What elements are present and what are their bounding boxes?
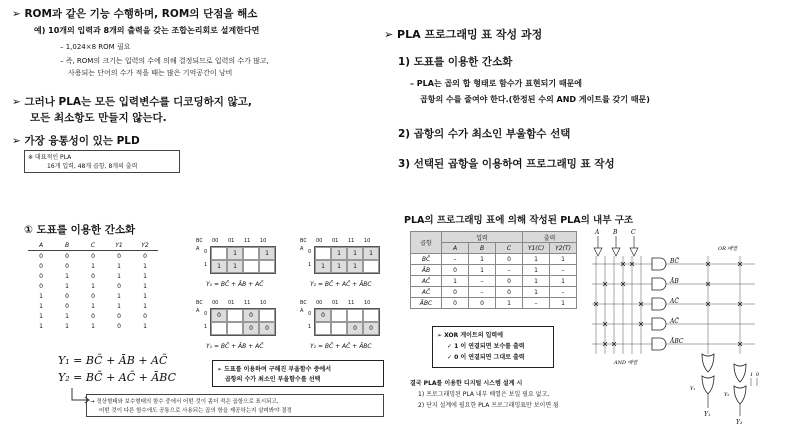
kmap-cell: 0	[315, 309, 331, 322]
karnaugh-map	[300, 300, 392, 358]
truth-cell: 0	[91, 312, 95, 320]
truth-header: C	[80, 240, 106, 251]
truth-cell: 1	[117, 292, 121, 300]
or-gate-icon	[734, 364, 746, 382]
kmap-cell: 0	[211, 309, 227, 322]
truth-cell: 0	[39, 272, 43, 280]
xor-line-1: ➢ XOR 게이트의 입력에	[437, 332, 503, 339]
section-kmap-simplification: ① 도표를 이용한 간소화	[24, 224, 136, 236]
pla-row	[411, 265, 577, 276]
truth-cell: 0	[65, 302, 69, 310]
input-buffer-icon	[630, 248, 638, 256]
kmap-corner: BC	[196, 300, 203, 306]
xor-input-label: Y₂	[724, 392, 730, 398]
kmap-cell: 0	[259, 322, 275, 335]
xor-gate-icon	[734, 386, 746, 404]
kmap-col-label: 11	[244, 238, 251, 244]
truth-cell: 1	[91, 262, 95, 270]
bullet-pla-minterm: 모든 최소항도 만들지 않는다.	[30, 112, 167, 124]
product-term-label: AC̄	[670, 318, 679, 325]
equation-y2: Y₂ = BC̄ + AC̄ + ĀBC	[58, 371, 177, 384]
pla-row	[411, 254, 577, 265]
step-3: 3) 선택된 곱항을 이용하여 프로그래밍 표 작성	[398, 158, 615, 170]
pla-cell: 1	[523, 265, 550, 276]
truth-row	[28, 271, 158, 281]
pla-cell: 1	[469, 254, 496, 265]
and-gate-icon	[652, 338, 666, 350]
pla-cell: 1	[523, 254, 550, 265]
truth-row	[28, 251, 158, 262]
kmap-col-label: 01	[332, 300, 339, 306]
truth-cell: 1	[91, 282, 95, 290]
truth-header: Y2	[132, 240, 158, 251]
truth-cell: 1	[117, 302, 121, 310]
example-text: 예) 10개의 입력과 8개의 출력을 갖는 조합논리회로 설계한다면	[34, 26, 260, 35]
equation-y1: Y₁ = BC̄ + ĀB + AC̄	[58, 354, 168, 367]
pla-box-title: ※ 대표적인 PLA	[28, 154, 72, 161]
truth-cell: 0	[65, 252, 69, 260]
kmap-row-label: 0	[308, 249, 312, 255]
pla-head-term: 곱항	[411, 232, 442, 254]
kmap-row-label: 0	[204, 311, 208, 317]
kmap-row-label: 1	[308, 324, 312, 330]
pla-cell: 0	[496, 287, 523, 298]
kmap-col-label: 10	[364, 238, 371, 244]
pla-cell: AC̄	[411, 276, 442, 287]
note-line-1: → 정상형태와 보수형태의 함수 중에서 어떤 것이 좀더 적은 곱항으로 표시되고,	[90, 399, 279, 405]
kmap-corner: BC	[300, 300, 307, 306]
example-line-3: 사용되는 단어의 수가 적을 때는 많은 기억공간이 낭비	[68, 69, 233, 77]
kmap-cell: 1	[347, 260, 363, 273]
pla-box-spec: 16개 입력, 48개 곱항, 8개의 출력	[47, 163, 138, 170]
kmap-caption: Y₁ = BC̄ + ĀB + AC̄	[206, 343, 264, 350]
truth-cell: 1	[91, 302, 95, 310]
pla-cell: BC̄	[411, 254, 442, 265]
pla-head-input: 입력	[442, 232, 523, 243]
truth-header: A	[28, 240, 54, 251]
pla-programming-table	[410, 231, 577, 309]
kmap-cell: 1	[331, 260, 347, 273]
callout-line-1: ➢ 도표를 이용하여 구해진 부울함수 중에서	[217, 366, 332, 373]
kmap-col-label: 11	[348, 300, 355, 306]
pla-subheader: Y2(T)	[550, 243, 577, 254]
right-title: ➢ PLA 프로그래밍 표 작성 과정	[384, 28, 543, 41]
pla-subheader: B	[469, 243, 496, 254]
and-gate-icon	[652, 278, 666, 290]
truth-cell: 0	[65, 262, 69, 270]
pla-cell: 0	[496, 254, 523, 265]
truth-cell: 1	[143, 302, 147, 310]
kmap-caption: Y₂ = BC̄ + AC̄ + ĀBC	[310, 343, 372, 350]
xor-input-label: Y₁	[690, 386, 696, 392]
or-array-label: OR 배열	[718, 246, 738, 252]
kmap-row-label: 1	[308, 262, 312, 268]
truth-header: B	[54, 240, 80, 251]
truth-cell: 1	[65, 322, 69, 330]
example-line-2: – 즉, ROM의 크기는 입력의 수에 의해 결정되므로 입력의 수가 많고,	[60, 57, 269, 65]
truth-cell: 0	[117, 322, 121, 330]
kmap-row-var: A	[196, 246, 200, 252]
kmap-cell	[331, 322, 347, 335]
result-line-2: 1) 프로그래밍된 PLA 내부 배열은 보일 필요 없고,	[418, 391, 550, 398]
truth-cell: 1	[39, 322, 43, 330]
product-term-label: AC̄	[670, 298, 679, 305]
pla-cell: –	[523, 298, 550, 309]
truth-cell: 0	[143, 312, 147, 320]
kmap-cell: 1	[259, 247, 275, 260]
input-buffer-icon	[612, 248, 620, 256]
output-label-y2: Y₂	[736, 419, 743, 426]
pla-cell: –	[496, 265, 523, 276]
step-1-desc-1: – PLA는 곱의 합 형태로 함수가 표현되기 때문에	[410, 79, 583, 88]
truth-cell: 1	[39, 292, 43, 300]
xor-line-3: ✓ 0 이 연결되면 그대로 출력	[447, 354, 525, 361]
kmap-cell: 1	[363, 247, 379, 260]
pla-cell: 1	[550, 254, 577, 265]
pla-cell: 1	[442, 276, 469, 287]
pla-cell: 1	[523, 287, 550, 298]
kmap-col-label: 01	[228, 300, 235, 306]
kmap-cell	[363, 260, 379, 273]
kmap-row-var: A	[300, 308, 304, 314]
kmap-cell	[243, 260, 259, 273]
pla-cell: 1	[550, 298, 577, 309]
pla-row	[411, 287, 577, 298]
pla-cell: –	[550, 265, 577, 276]
truth-cell: 0	[91, 272, 95, 280]
truth-row	[28, 291, 158, 301]
truth-row	[28, 321, 158, 331]
kmap-cell	[363, 309, 379, 322]
truth-cell: 0	[143, 252, 147, 260]
kmap-col-label: 00	[316, 300, 323, 306]
pla-cell: 0	[442, 265, 469, 276]
bullet-flexible-pld: ➢ 가장 융통성이 있는 PLD	[12, 135, 140, 147]
pla-cell: 1	[550, 276, 577, 287]
kmap-cell: 0	[363, 322, 379, 335]
pla-cell: 0	[469, 298, 496, 309]
const-one-label: 1	[750, 372, 754, 378]
kmap-caption: Y₁ = BC̄ + ĀB + AC̄	[206, 281, 264, 288]
input-buffer-icon	[594, 248, 602, 256]
truth-cell: 1	[39, 302, 43, 310]
callout-box	[212, 360, 384, 387]
kmap-cell	[315, 322, 331, 335]
xor-line-2: ✓ 1 이 연결되면 보수를 출력	[447, 343, 525, 350]
bullet-pla-decoding: ➢ 그러나 PLA는 모든 입력변수를 디코딩하지 않고,	[12, 96, 252, 108]
kmap-cell	[227, 309, 243, 322]
pla-subheader: Y1(C)	[523, 243, 550, 254]
truth-cell: 1	[143, 272, 147, 280]
kmap-corner: BC	[196, 238, 203, 244]
pla-row	[411, 298, 577, 309]
kmap-col-label: 10	[260, 238, 267, 244]
kmap-cell: 1	[211, 260, 227, 273]
kmap-col-label: 11	[244, 300, 251, 306]
pla-subheader: C	[496, 243, 523, 254]
kmap-row-label: 1	[204, 262, 208, 268]
output-label-y1: Y₁	[704, 411, 711, 418]
callout-line-2: 곱항의 수가 최소인 부울함수를 선택	[225, 376, 321, 383]
truth-cell: 1	[143, 262, 147, 270]
kmap-cell: 0	[243, 309, 259, 322]
kmap-cell	[211, 322, 227, 335]
input-label: A	[595, 229, 600, 236]
truth-cell: 1	[65, 312, 69, 320]
truth-table	[28, 240, 158, 331]
truth-cell: 0	[91, 292, 95, 300]
input-label: B	[613, 229, 618, 236]
pla-head-output: 출력	[523, 232, 577, 243]
pla-subheader: A	[442, 243, 469, 254]
truth-cell: 0	[65, 292, 69, 300]
kmap-cell	[347, 309, 363, 322]
kmap-row-var: A	[196, 308, 200, 314]
truth-cell: 1	[143, 282, 147, 290]
pla-cell: –	[469, 276, 496, 287]
truth-cell: 0	[117, 312, 121, 320]
pla-circuit-diagram	[590, 226, 780, 426]
truth-cell: 1	[65, 272, 69, 280]
pla-cell: ĀB	[411, 265, 442, 276]
pla-cell: AC̄	[411, 287, 442, 298]
pla-example-box	[24, 150, 180, 173]
karnaugh-map	[196, 238, 288, 296]
kmap-cell	[259, 260, 275, 273]
product-term-label: ĀBC	[670, 338, 684, 345]
kmap-cell: 0	[347, 322, 363, 335]
pla-cell: –	[550, 287, 577, 298]
kmap-cell: 1	[347, 247, 363, 260]
kmap-col-label: 11	[348, 238, 355, 244]
truth-row	[28, 301, 158, 311]
kmap-cell: 1	[315, 260, 331, 273]
xor-callout	[432, 326, 554, 368]
truth-row	[28, 261, 158, 271]
karnaugh-map	[300, 238, 392, 296]
kmap-cell: 1	[331, 247, 347, 260]
kmap-col-label: 10	[364, 300, 371, 306]
xor-gate-icon	[702, 376, 714, 394]
kmap-col-label: 10	[260, 300, 267, 306]
truth-cell: 1	[91, 322, 95, 330]
truth-cell: 0	[39, 262, 43, 270]
and-array-label: AND 배열	[614, 360, 638, 366]
step-1: 1) 도표를 이용한 간소화	[398, 56, 513, 68]
kmap-row-label: 1	[204, 324, 208, 330]
truth-header: Y1	[106, 240, 132, 251]
pla-cell: –	[442, 254, 469, 265]
result-line-1: 결국 PLA를 이용한 디지털 시스템 설계 시	[410, 380, 523, 387]
kmap-col-label: 00	[212, 300, 219, 306]
kmap-cell	[259, 309, 275, 322]
kmap-row-label: 0	[308, 311, 312, 317]
karnaugh-map	[196, 300, 288, 358]
kmap-cell: 0	[243, 322, 259, 335]
pla-cell: ĀBC	[411, 298, 442, 309]
product-term-label: BC̄	[670, 258, 680, 265]
pla-cell: 1	[496, 298, 523, 309]
truth-cell: 1	[117, 262, 121, 270]
pla-cell: 0	[442, 298, 469, 309]
pla-cell: 0	[496, 276, 523, 287]
structure-title: PLA의 프로그래밍 표에 의해 작성된 PLA의 내부 구조	[404, 215, 634, 226]
truth-cell: 1	[65, 282, 69, 290]
kmap-cell	[315, 247, 331, 260]
const-zero-label: 0	[756, 372, 760, 378]
truth-cell: 0	[91, 252, 95, 260]
or-gate-icon	[702, 354, 714, 372]
kmap-caption: Y₂ = BC̄ + AC̄ + ĀBC	[310, 281, 372, 288]
and-gate-icon	[652, 258, 666, 270]
pla-cell: 0	[442, 287, 469, 298]
kmap-row-var: A	[300, 246, 304, 252]
kmap-cell: 1	[227, 247, 243, 260]
kmap-col-label: 01	[332, 238, 339, 244]
product-term-label: ĀB	[670, 278, 679, 285]
result-box	[408, 376, 608, 412]
truth-cell: 1	[39, 312, 43, 320]
truth-cell: 1	[143, 322, 147, 330]
kmap-cell	[243, 247, 259, 260]
step-1-desc-2: 곱항의 수를 줄여야 한다.(한정된 수의 AND 게이트를 갖기 때문)	[420, 95, 650, 104]
kmap-corner: BC	[300, 238, 307, 244]
and-gate-icon	[652, 318, 666, 330]
result-line-3: 2) 단지 설계에 필요한 PLA 프로그래밍표만 보이면 됨	[418, 402, 559, 409]
truth-row	[28, 311, 158, 321]
kmap-col-label: 00	[316, 238, 323, 244]
truth-row	[28, 281, 158, 291]
input-label: C	[631, 229, 636, 236]
truth-cell: 0	[39, 252, 43, 260]
example-line-1: – 1,024×8 ROM 필요	[60, 43, 131, 51]
pla-row	[411, 276, 577, 287]
kmap-cell	[227, 322, 243, 335]
kmap-cell	[211, 247, 227, 260]
bullet-rom-function: ➢ ROM과 같은 기능 수행하며, ROM의 단점을 해소	[12, 8, 258, 20]
truth-cell: 0	[39, 282, 43, 290]
truth-cell: 0	[117, 282, 121, 290]
kmap-col-label: 01	[228, 238, 235, 244]
truth-cell: 1	[143, 292, 147, 300]
kmap-cell	[331, 309, 347, 322]
kmap-cell: 1	[227, 260, 243, 273]
kmap-row-label: 0	[204, 249, 208, 255]
kmap-col-label: 00	[212, 238, 219, 244]
truth-cell: 0	[117, 252, 121, 260]
truth-cell: 1	[117, 272, 121, 280]
pla-cell: 1	[523, 276, 550, 287]
note-line-2: 어떤 것이 다른 함수에도 공통으로 사용되는 곱의 항을 제공하는지 살펴봐야 결정	[99, 408, 292, 414]
and-gate-icon	[652, 298, 666, 310]
pla-cell: –	[469, 287, 496, 298]
pla-cell: 1	[469, 265, 496, 276]
note-box	[86, 394, 384, 417]
step-2: 2) 곱항의 수가 최소인 부울함수 선택	[398, 128, 571, 140]
